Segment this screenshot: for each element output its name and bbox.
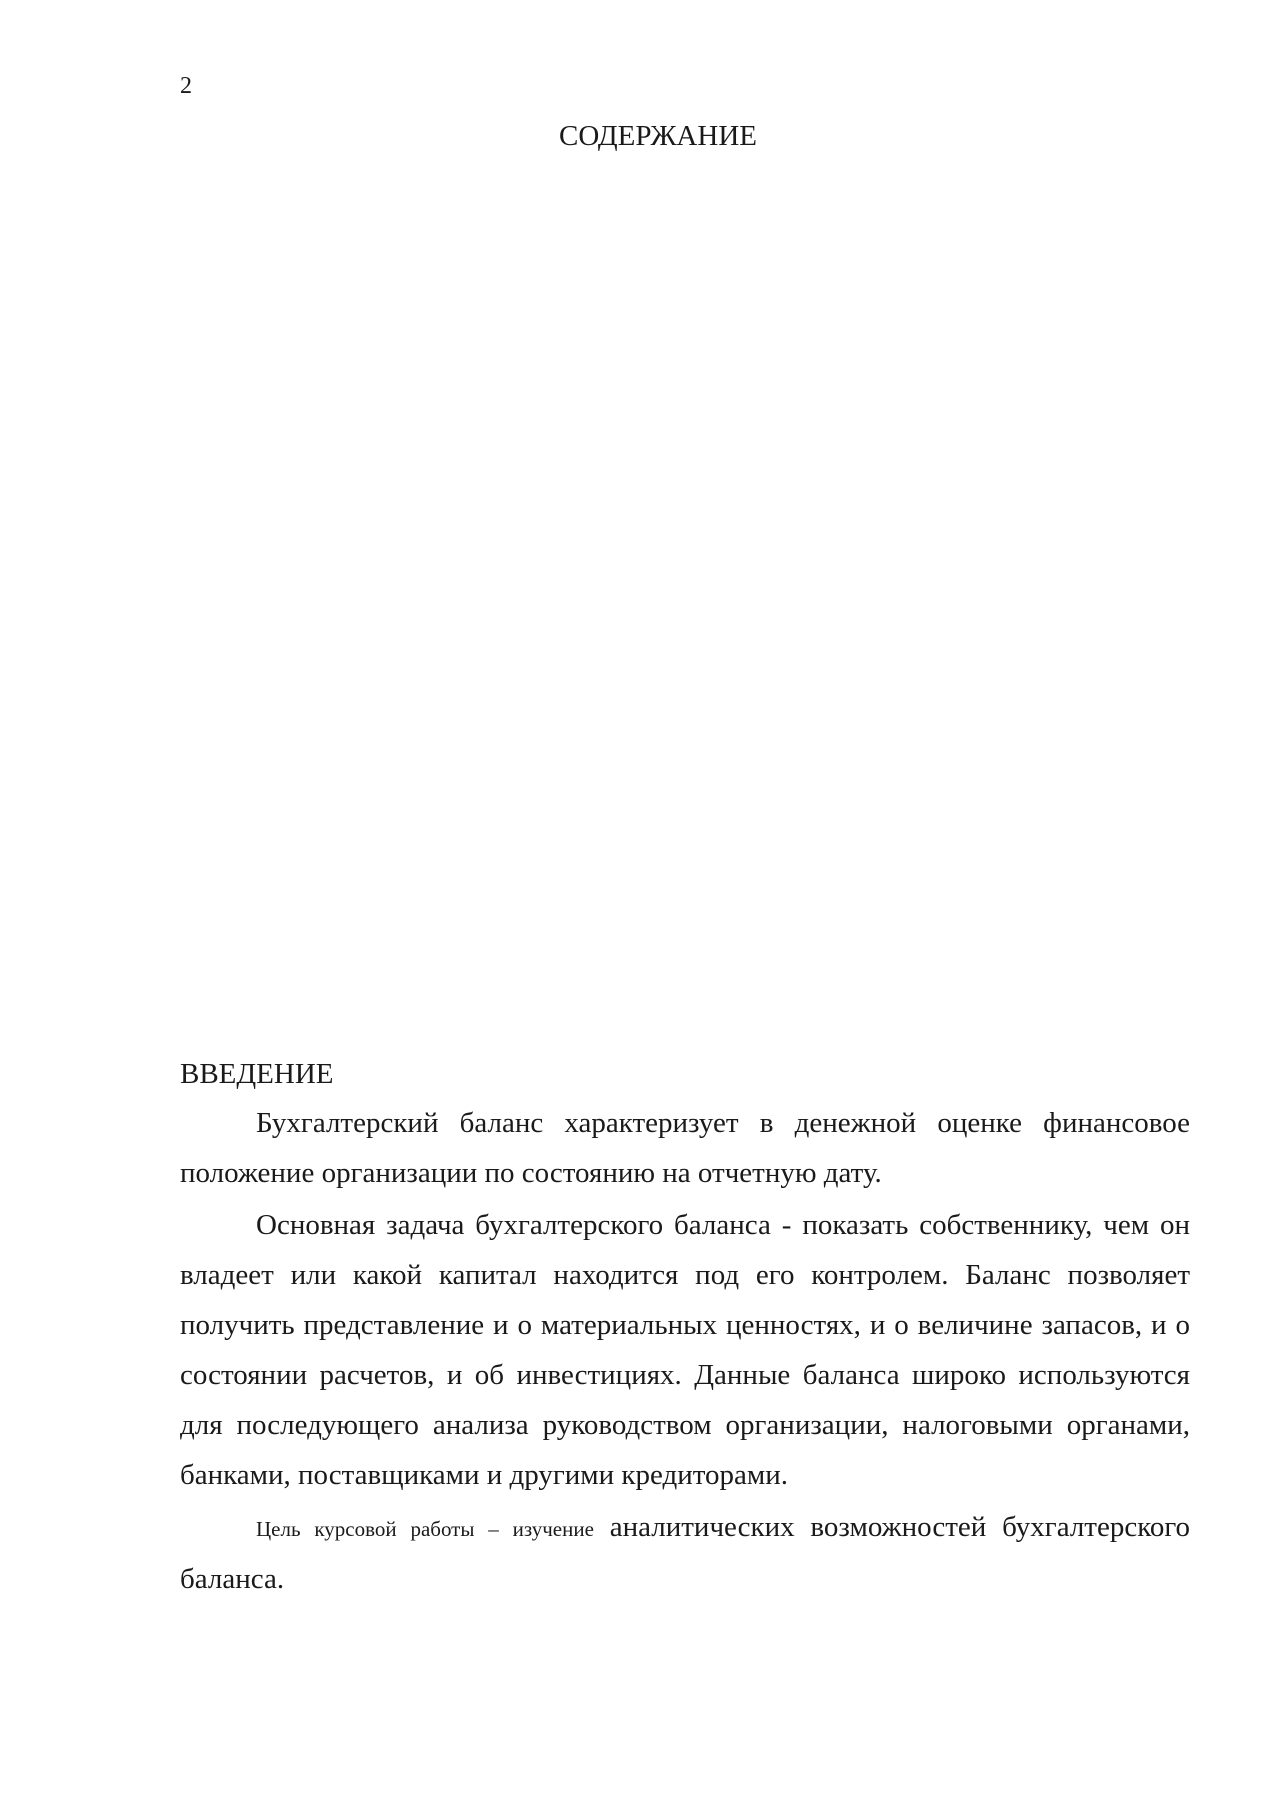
introduction-paragraph-3 xyxy=(180,1502,1190,1604)
course-goal-lead: Цель курсовой работы – изучение xyxy=(256,1517,594,1541)
introduction-paragraph-2: Основная задача бухгалтерского баланса - показать собственнику, чем он владеет или какой капитал находится под его контролем. Баланс позволяет получить представление и о материальных ценностях, и о величине запасов, и о состоянии расчетов, и об инвестициях. Данные баланса широко используются для последующего анализа руководством организации, налоговыми органами, банками, поставщиками и другими кредиторами. xyxy=(180,1209,1190,1491)
introduction-paragraph-1: Бухгалтерский баланс характеризует в денежной оценке финансовое положение организации по состоянию на отчетную дату. xyxy=(180,1107,1190,1189)
table-of-contents-area xyxy=(180,170,1190,1030)
course-goal-text: аналитических возможностей бухгалтерского баланса. xyxy=(180,1511,1190,1595)
introduction-body xyxy=(180,1098,1190,1606)
introduction-title: ВВЕДЕНИЕ xyxy=(180,1058,334,1090)
page-number: 2 xyxy=(180,73,192,99)
table-of-contents-title: СОДЕРЖАНИЕ xyxy=(559,120,757,152)
